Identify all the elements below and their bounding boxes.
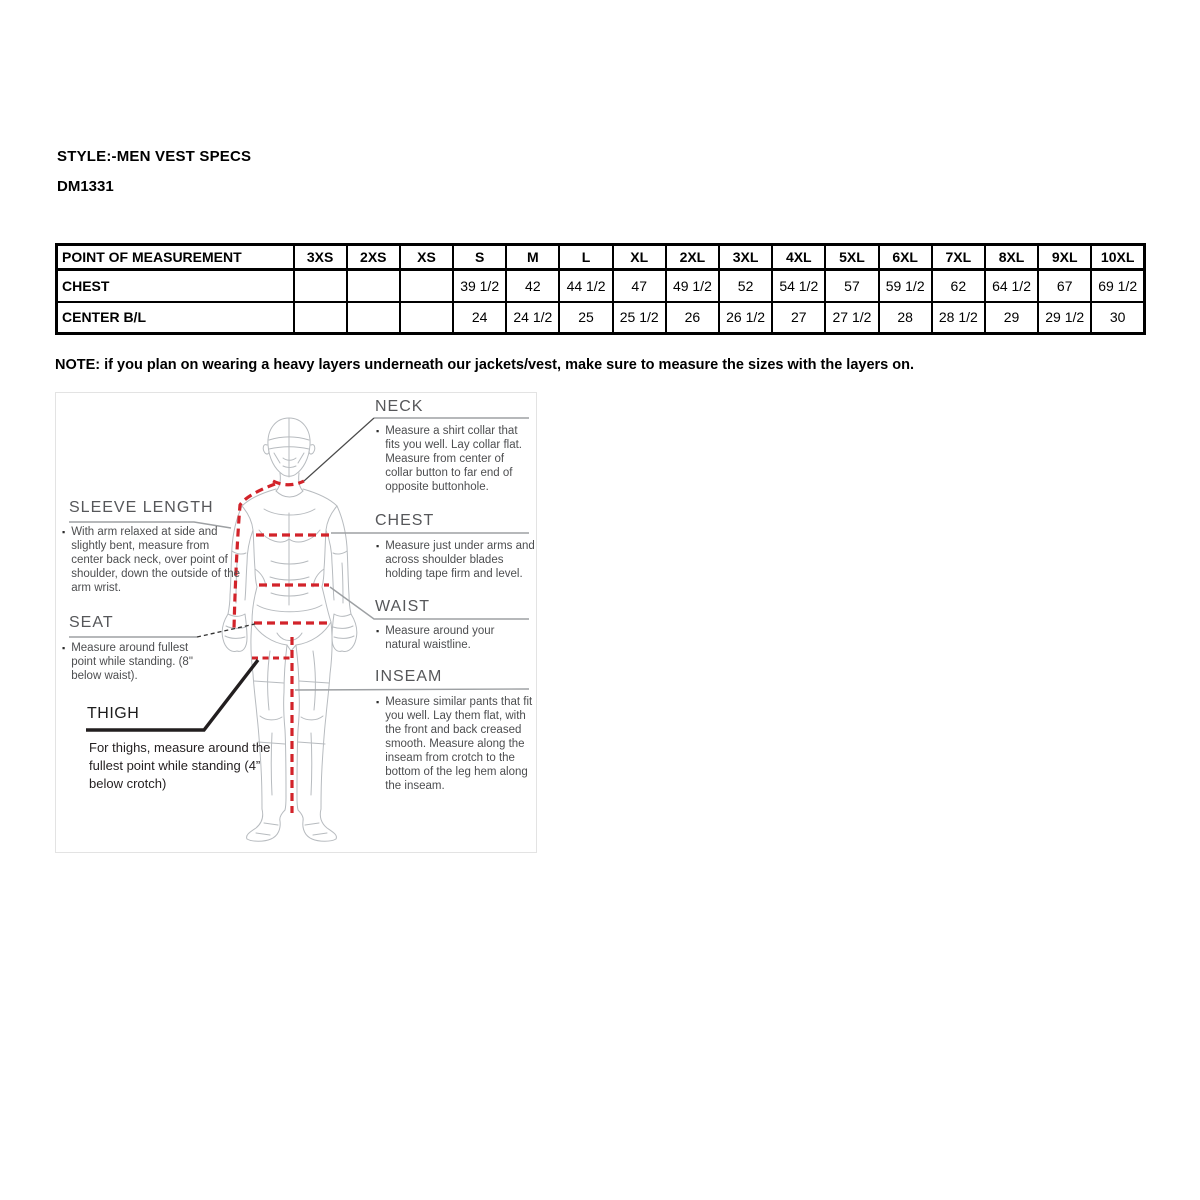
col-header-size: 3XL: [719, 245, 772, 270]
col-header-size: 7XL: [932, 245, 985, 270]
table-row: [57, 302, 1145, 334]
seat-description: ▪ Measure around fullest point while standing. (8" below waist).: [62, 642, 193, 682]
page-title: STYLE:-MEN VEST SPECS: [57, 148, 252, 165]
table-header-row: [57, 245, 1145, 270]
neck-measure-line: [273, 481, 304, 485]
bullet-icon: ▪: [62, 527, 66, 537]
col-header-size: 5XL: [825, 245, 878, 270]
bullet-icon: ▪: [376, 426, 380, 436]
size-value-cell: 69 1/2: [1091, 270, 1144, 302]
size-table: [55, 243, 1146, 335]
size-value-cell: [294, 302, 347, 334]
col-header-size: 10XL: [1091, 245, 1144, 270]
size-table-container: [55, 243, 1146, 335]
row-label: CHEST: [57, 270, 294, 302]
neck-description: ▪ Measure a shirt collar that fits you well. Lay collar flat. Measure from center of collar button to far end of opposite buttonhole.: [376, 425, 522, 493]
table-row: [57, 270, 1145, 302]
size-value-cell: 27: [772, 302, 825, 334]
size-value-cell: 28: [879, 302, 932, 334]
size-value-cell: 47: [613, 270, 666, 302]
thigh-label: THIGH: [87, 705, 140, 722]
sleeve-length-description: ▪ With arm relaxed at side and slightly bent, measure from center back neck, over point of shoulder, down the outside of the arm wrist.: [62, 526, 240, 594]
size-value-cell: 42: [506, 270, 559, 302]
col-header-size: 2XS: [347, 245, 400, 270]
bullet-icon: ▪: [376, 626, 380, 636]
size-value-cell: 27 1/2: [825, 302, 878, 334]
size-value-cell: 44 1/2: [559, 270, 612, 302]
size-value-cell: 49 1/2: [666, 270, 719, 302]
seat-label: SEAT: [69, 614, 114, 631]
waist-label: WAIST: [375, 598, 431, 615]
size-value-cell: 28 1/2: [932, 302, 985, 334]
size-value-cell: 64 1/2: [985, 270, 1038, 302]
measurement-diagram: [55, 392, 537, 853]
bullet-icon: ▪: [62, 643, 66, 653]
size-value-cell: [294, 270, 347, 302]
col-header-size: 8XL: [985, 245, 1038, 270]
col-header-size: S: [453, 245, 506, 270]
col-header-size: 3XS: [294, 245, 347, 270]
size-value-cell: 25: [559, 302, 612, 334]
size-value-cell: 62: [932, 270, 985, 302]
size-value-cell: 25 1/2: [613, 302, 666, 334]
size-value-cell: 29: [985, 302, 1038, 334]
col-header-size: XL: [613, 245, 666, 270]
size-value-cell: 24: [453, 302, 506, 334]
size-value-cell: [347, 302, 400, 334]
bullet-icon: ▪: [376, 541, 380, 551]
size-value-cell: [347, 270, 400, 302]
thigh-description: For thighs, measure around the fullest point while standing (4” below crotch): [89, 740, 271, 791]
size-value-cell: 59 1/2: [879, 270, 932, 302]
size-value-cell: 52: [719, 270, 772, 302]
chest-label: CHEST: [375, 512, 435, 529]
size-value-cell: 54 1/2: [772, 270, 825, 302]
size-value-cell: 26: [666, 302, 719, 334]
size-value-cell: [400, 302, 453, 334]
waist-description: ▪ Measure around your natural waistline.: [376, 625, 495, 651]
row-label: CENTER B/L: [57, 302, 294, 334]
size-value-cell: 26 1/2: [719, 302, 772, 334]
bullet-icon: ▪: [376, 697, 380, 707]
inseam-label: INSEAM: [375, 668, 443, 685]
col-header-size: 2XL: [666, 245, 719, 270]
size-value-cell: 29 1/2: [1038, 302, 1091, 334]
sleeve-length-label: SLEEVE LENGTH: [69, 499, 214, 516]
col-header-size: 6XL: [879, 245, 932, 270]
size-value-cell: 24 1/2: [506, 302, 559, 334]
size-value-cell: [400, 270, 453, 302]
neck-label: NECK: [375, 398, 424, 415]
size-value-cell: 67: [1038, 270, 1091, 302]
size-value-cell: 30: [1091, 302, 1144, 334]
col-header-size: M: [506, 245, 559, 270]
size-value-cell: 57: [825, 270, 878, 302]
col-header-size: 9XL: [1038, 245, 1091, 270]
col-header-size: XS: [400, 245, 453, 270]
note-text: NOTE: if you plan on wearing a heavy layers underneath our jackets/vest, make sure to measure the sizes with the layers on.: [55, 357, 915, 373]
size-value-cell: 39 1/2: [453, 270, 506, 302]
col-header-size: L: [559, 245, 612, 270]
col-header-size: 4XL: [772, 245, 825, 270]
chest-description: ▪ Measure just under arms and across shoulder blades holding tape firm and level.: [376, 540, 535, 580]
inseam-description: ▪ Measure similar pants that fit you well. Lay them flat, with the front and back creased smooth. Measure along the inseam from crotch to the bottom of the leg hem along the inseam.: [376, 696, 533, 792]
col-header-point-of-measurement: POINT OF MEASUREMENT: [57, 245, 294, 270]
style-code: DM1331: [57, 178, 114, 195]
